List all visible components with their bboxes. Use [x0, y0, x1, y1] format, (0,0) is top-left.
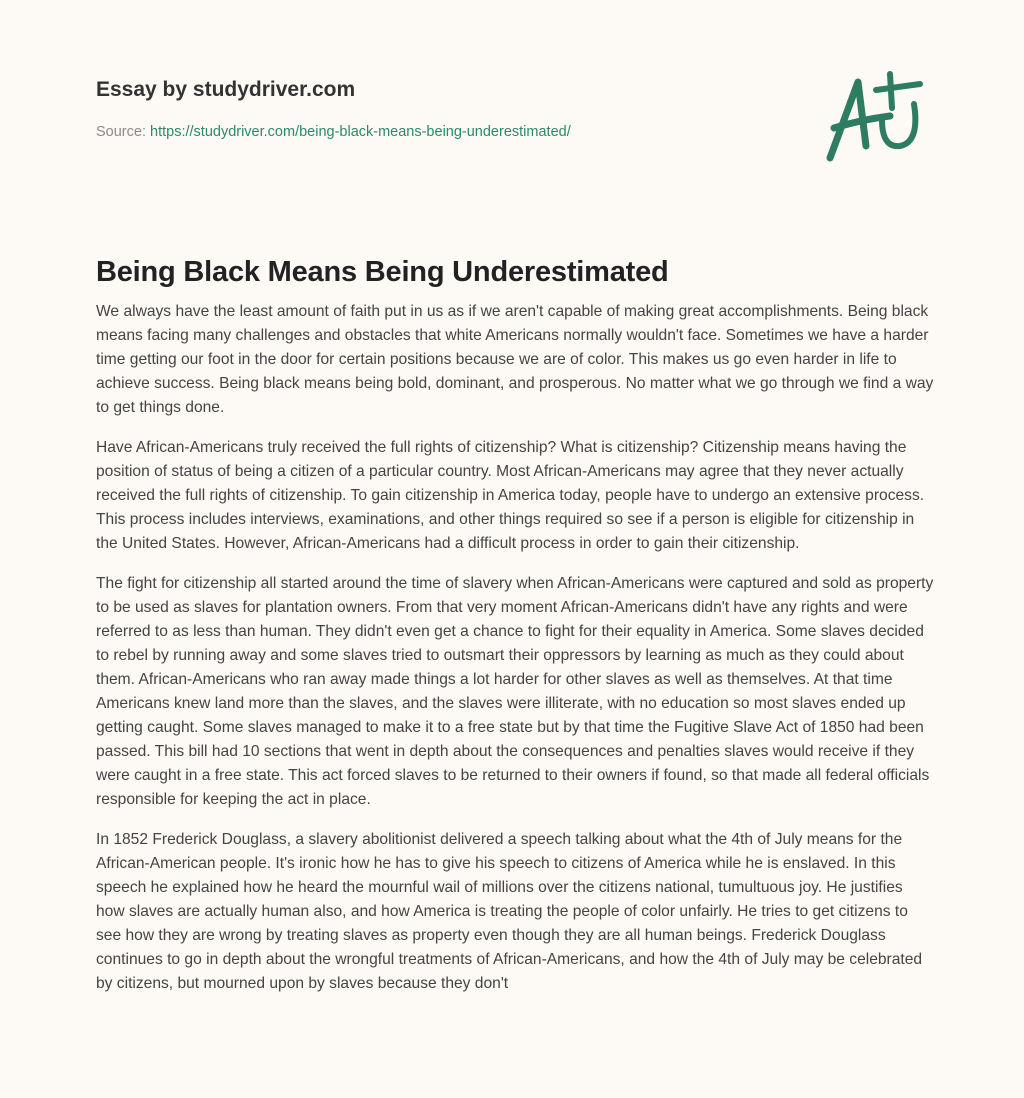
- source-line: [96, 124, 571, 140]
- a-plus-logo-icon: [820, 68, 930, 168]
- essay-title: Being Black Means Being Underestimated: [96, 256, 669, 288]
- essay-paragraph: We always have the least amount of faith put in us as if we aren't capable of making great accomplishments. Being black means facing many challenges and obstacles that white Americans normally wouldn't face. Sometimes we have a harder time getting our foot in the door for certain positions because we are of color. This makes us go even harder in life to achieve success. Being black means being bold, dominant, and prosperous. No matter what we go through we find a way to get things done.: [96, 303, 934, 416]
- page-header: [96, 78, 571, 140]
- essay-body: [96, 300, 934, 1012]
- source-link[interactable]: https://studydriver.com/being-black-means-being-underestimated/: [150, 124, 571, 140]
- essay-paragraph: In 1852 Frederick Douglass, a slavery abolitionist delivered a speech talking about what the 4th of July means for the African-American people. It's ironic how he has to give his speech to citizens of America while he is enslaved. In this speech he explained how he heard the mournful wail of millions over the citizens national, tumultuous joy. He justifies how slaves are actually human also, and how America is treating the people of color unfairly. He tries to get citizens to see how they are wrong by treating slaves as property even though they are all human beings. Frederick Douglass continues to go in depth about the wrongful treatments of African-Americans, and how the 4th of July may be celebrated by citizens, but mourned upon by slaves because they don't: [96, 831, 923, 992]
- essay-paragraph: Have African-Americans truly received the full rights of citizenship? What is citizenship? Citizenship means having the position of status of being a citizen of a particular country. Most African-Americans may agree that they never actually received the full rights of citizenship. To gain citizenship in America today, people have to undergo an extensive process. This process includes interviews, examinations, and other things required so see if a person is eligible for citizenship in the United States. However, African-Americans had a difficult process in order to gain their citizenship.: [96, 439, 925, 552]
- essay-paragraph: The fight for citizenship all started around the time of slavery when African-Americans were captured and sold as property to be used as slaves for plantation owners. From that very moment African-Americans didn't have any rights and were referred to as less than human. They didn't even get a chance to fight for their equality in America. Some slaves decided to rebel by running away and some slaves tried to outsmart their oppressors by learning as much as they could about them. African-Americans who ran away made things a lot harder for other slaves as well as themselves. At that time Americans knew land more than the slaves, and the slaves were illiterate, with no education so most slaves ended up getting caught. Some slaves managed to make it to a free state but by that time the Fugitive Slave Act of 1850 had been passed. This bill had 10 sections that went in depth about the consequences and penalties slaves would receive if they were caught in a free state. This act forced slaves to be returned to their owners if found, so that made all federal officials responsible for keeping the act in place.: [96, 575, 934, 808]
- site-title: Essay by studydriver.com: [96, 78, 356, 101]
- source-label: Source:: [96, 124, 146, 140]
